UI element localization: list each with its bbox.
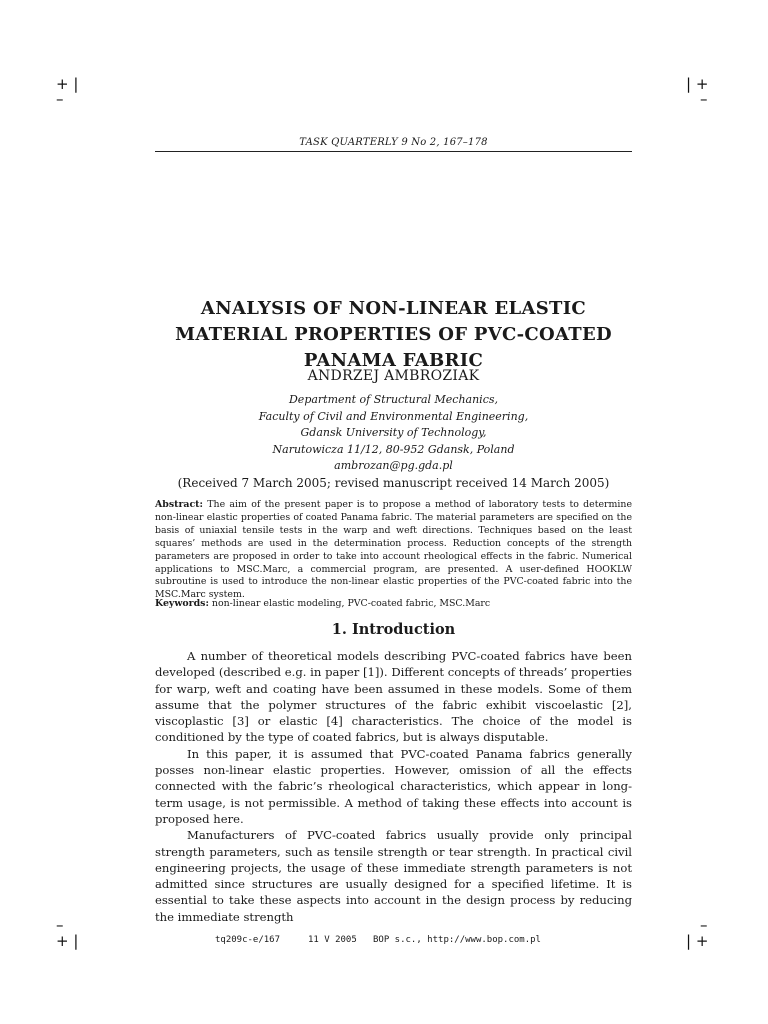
body-text [155, 648, 632, 925]
crop-dash-top-right: – [700, 90, 708, 108]
title-line: ANALYSIS OF NON-LINEAR ELASTIC [200, 298, 587, 319]
affiliation-line: Department of Structural Mechanics, [288, 393, 499, 406]
paragraph: In this paper, it is assumed that PVC-coated Panama fabrics generally posses non-linear elastic properties. However, omission of all the effects connected with the fabric’s rheological characteristics, which appear in long-term usage, is not permissible. A method of taking these effects into account is proposed here. [155, 746, 632, 826]
crop-mark-top-right: | + [686, 75, 709, 93]
title-line: PANAMA FABRIC [303, 350, 484, 371]
keywords [155, 598, 632, 609]
author-name: ANDRZEJ AMBROZIAK [307, 368, 480, 384]
paragraph: A number of theoretical models describing PVC-coated fabrics have been developed (described e.g. in paper [1]). Different concepts of threads’ properties for warp, weft and coating have been assumed in these models. Some of them assume that the polymer structures of the fabric exhibit viscoelastic [2], viscoplastic [3] or elastic [4] characteristics. The choice of the model is conditioned by the type of coated fabrics, but is always disputable. [155, 649, 632, 745]
affiliation [155, 392, 632, 475]
paragraph: Manufacturers of PVC-coated fabrics usually provide only principal strength parameters, such as tensile strength or tear strength. In practical civil engineering projects, the usage of these immediate strength parameters is not admitted since structures are usually designed for a specified lifetime. It is essential to take these aspects into account in the design process by reducing the immediate strength [155, 828, 632, 924]
title-line: MATERIAL PROPERTIES OF PVC-COATED [175, 324, 612, 345]
received-dates: (Received 7 March 2005; revised manuscript received 14 March 2005) [177, 476, 610, 490]
crop-dash-top-left: – [56, 90, 64, 108]
running-head: TASK QUARTERLY 9 No 2, 167–178 [299, 137, 488, 148]
affiliation-line: Gdansk University of Technology, [300, 426, 487, 439]
crop-dash-bottom-left: – [56, 916, 64, 934]
footer-date: 11 V 2005 [308, 935, 357, 945]
abstract-label: Abstract: [155, 499, 203, 510]
crop-mark-top-left: + | [56, 75, 79, 93]
footer-publisher: BOP s.c., http://www.bop.com.pl [373, 935, 541, 945]
crop-dash-bottom-right: – [700, 916, 708, 934]
keywords-text: non-linear elastic modeling, PVC-coated fabric, MSC.Marc [211, 598, 491, 609]
section-heading: 1. Introduction [331, 621, 456, 638]
abstract [155, 499, 632, 602]
affiliation-line: Faculty of Civil and Environmental Engineering, [258, 409, 529, 423]
crop-mark-bottom-left: + | [56, 932, 79, 950]
paper-title [155, 296, 632, 374]
abstract-text: The aim of the present paper is to propose a method of laboratory tests to determine non-linear elastic properties of coated Panama fabric. The material parameters are specified on the basis of uniaxial tensile tests in the warp and weft directions. Techniques based on the least squares’ methods are used in the determination process. Reduction concepts of the strength parameters are proposed in order to take into account rheological effects in the fabric. Numerical applications to MSC.Marc, a commercial program, are presented. A user-defined HOOKLW subroutine is used to introduce the non-linear elastic properties of the PVC-coated fabric into the MSC.Marc system. [155, 499, 632, 601]
affiliation-line: Narutowicza 11/12, 80-952 Gdansk, Poland [272, 442, 515, 456]
footer-file-id: tq209c-e/167 [215, 935, 281, 945]
keywords-label: Keywords: [155, 598, 209, 609]
crop-mark-bottom-right: | + [686, 932, 709, 950]
header-rule [155, 151, 632, 152]
author-email: ambrozan@pg.gda.pl [334, 459, 453, 472]
